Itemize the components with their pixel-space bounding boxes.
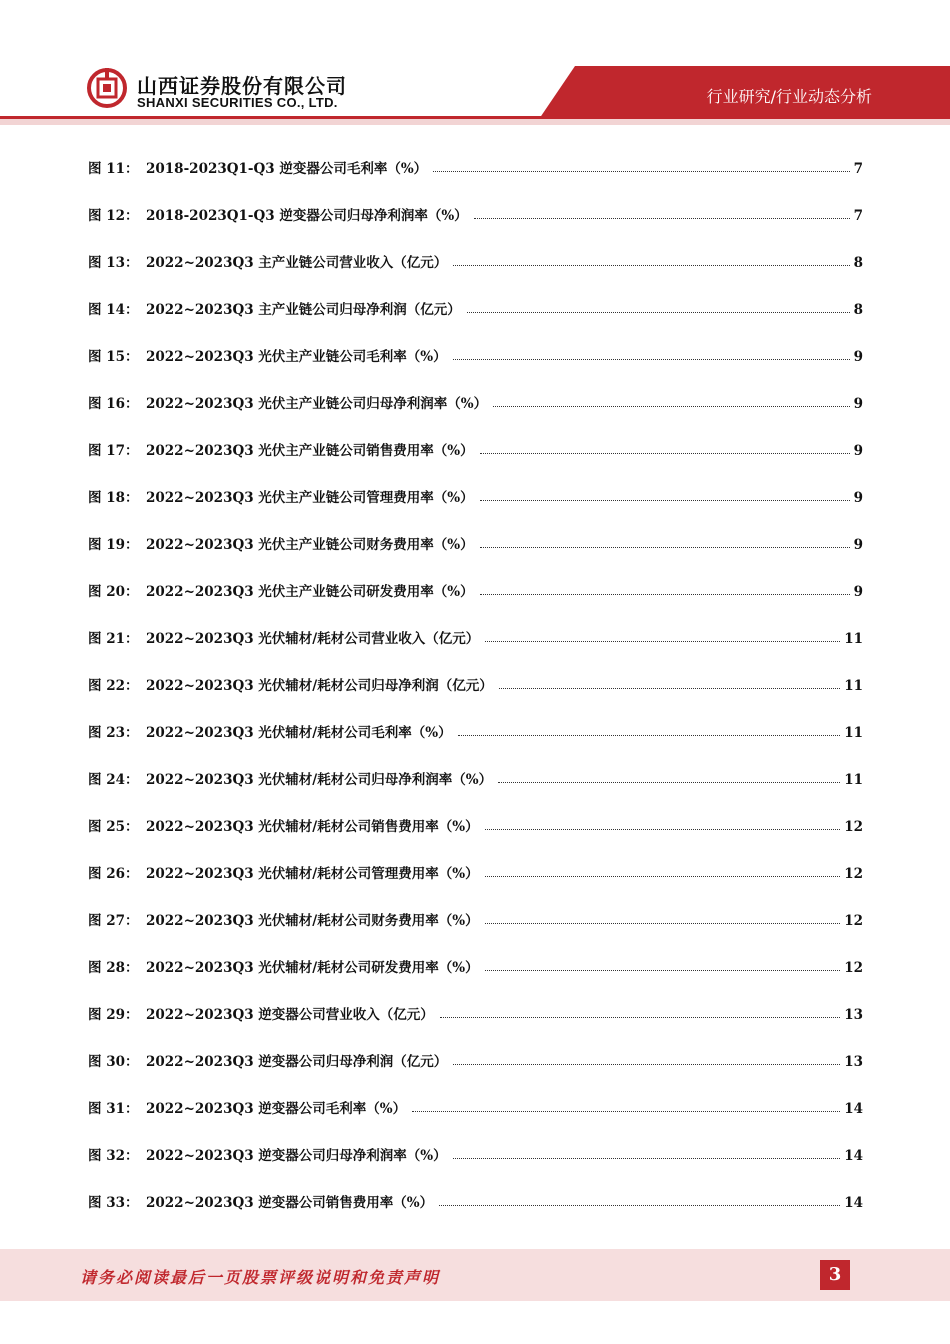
toc-figure-number: 图 24： [88,772,139,788]
toc-figure-title: 2022~2023Q3 光伏主产业链公司归母净利润率（%） [146,396,488,412]
toc-figure-title: 2022~2023Q3 逆变器公司归母净利润率（%） [146,1148,447,1164]
toc-figure-title: 2022~2023Q3 光伏主产业链公司财务费用率（%） [146,537,474,553]
toc-entry[interactable] [88,437,863,459]
toc-leader-dots [440,1016,840,1018]
toc-leader-dots [458,734,841,736]
toc-page-number: 9 [853,584,863,600]
toc-figure-number: 图 13： [88,255,139,271]
toc-page-number: 11 [844,678,863,694]
toc-leader-dots [485,828,841,830]
toc-entry[interactable] [88,860,863,882]
toc-figure-title: 2022~2023Q3 主产业链公司归母净利润（亿元） [146,302,461,318]
toc-figure-number: 图 18： [88,490,139,506]
toc-figure-title: 2022~2023Q3 光伏主产业链公司销售费用率（%） [146,443,474,459]
toc-page-number: 12 [844,960,863,976]
toc-entry[interactable] [88,766,863,788]
toc-entry[interactable] [88,719,863,741]
toc-figure-number: 图 29： [88,1007,139,1023]
toc-figure-title: 2022~2023Q3 光伏主产业链公司管理费用率（%） [146,490,474,506]
toc-page-number: 8 [853,302,863,318]
toc-leader-dots [453,264,849,266]
toc-figure-title: 2018-2023Q1-Q3 逆变器公司归母净利润率（%） [146,208,468,224]
toc-figure-number: 图 33： [88,1195,139,1211]
toc-page-number: 11 [844,725,863,741]
toc-figure-title: 2022~2023Q3 光伏辅材/耗材公司研发费用率（%） [146,960,479,976]
toc-page-number: 13 [844,1054,863,1070]
page-footer [0,1249,950,1301]
toc-entry[interactable] [88,155,863,177]
toc-figure-title: 2022~2023Q3 逆变器公司毛利率（%） [146,1101,407,1117]
toc-entry[interactable] [88,1189,863,1211]
toc-page-number: 7 [853,208,863,224]
disclaimer-notice: 请务必阅读最后一页股票评级说明和免责声明 [80,1268,441,1287]
company-name-en: SHANXI SECURITIES CO., LTD. [137,95,338,110]
toc-figure-number: 图 21： [88,631,139,647]
toc-leader-dots [493,405,849,407]
toc-page-number: 14 [844,1101,863,1117]
shanxi-securities-logo-icon [87,68,127,108]
toc-leader-dots [412,1110,840,1112]
toc-entry[interactable] [88,625,863,647]
toc-leader-dots [499,687,840,689]
toc-figure-number: 图 27： [88,913,139,929]
toc-entry[interactable] [88,907,863,929]
toc-leader-dots [480,546,850,548]
toc-figure-title: 2022~2023Q3 光伏主产业链公司毛利率（%） [146,349,447,365]
toc-entry[interactable] [88,531,863,553]
toc-leader-dots [480,499,850,501]
toc-figure-number: 图 22： [88,678,139,694]
toc-leader-dots [480,593,850,595]
toc-entry[interactable] [88,484,863,506]
toc-leader-dots [498,781,840,783]
toc-entry[interactable] [88,1142,863,1164]
toc-leader-dots [439,1204,840,1206]
toc-entry[interactable] [88,202,863,224]
toc-leader-dots [485,875,841,877]
toc-figure-number: 图 31： [88,1101,139,1117]
toc-page-number: 14 [844,1195,863,1211]
toc-entry[interactable] [88,249,863,271]
toc-figure-title: 2022~2023Q3 光伏辅材/耗材公司归母净利润（亿元） [146,678,493,694]
toc-entry[interactable] [88,954,863,976]
toc-leader-dots [467,311,850,313]
toc-leader-dots [480,452,850,454]
toc-entry[interactable] [88,578,863,600]
toc-entry[interactable] [88,343,863,365]
toc-figure-title: 2022~2023Q3 光伏主产业链公司研发费用率（%） [146,584,474,600]
toc-figure-title: 2022~2023Q3 光伏辅材/耗材公司销售费用率（%） [146,819,479,835]
toc-figure-number: 图 19： [88,537,139,553]
toc-leader-dots [453,1157,841,1159]
toc-page-number: 9 [853,443,863,459]
toc-page-number: 8 [853,255,863,271]
toc-figure-number: 图 32： [88,1148,139,1164]
toc-page-number: 13 [844,1007,863,1023]
toc-figure-number: 图 12： [88,208,139,224]
company-name-cn: 山西证券股份有限公司 [137,74,347,98]
toc-figure-number: 图 25： [88,819,139,835]
toc-figure-title: 2022~2023Q3 光伏辅材/耗材公司归母净利润率（%） [146,772,493,788]
page-header [0,0,950,125]
toc-figure-title: 2022~2023Q3 光伏辅材/耗材公司管理费用率（%） [146,866,479,882]
toc-page-number: 12 [844,913,863,929]
report-category: 行业研究/行业动态分析 [706,87,872,106]
toc-leader-dots [485,640,840,642]
toc-entry[interactable] [88,672,863,694]
toc-entry[interactable] [88,1095,863,1117]
toc-figure-number: 图 15： [88,349,139,365]
toc-figure-title: 2022~2023Q3 光伏辅材/耗材公司毛利率（%） [146,725,452,741]
toc-figure-number: 图 23： [88,725,139,741]
toc-figure-number: 图 26： [88,866,139,882]
toc-page-number: 9 [853,349,863,365]
toc-figure-title: 2022~2023Q3 逆变器公司营业收入（亿元） [146,1007,434,1023]
toc-figure-title: 2022~2023Q3 逆变器公司销售费用率（%） [146,1195,434,1211]
toc-leader-dots [453,1063,840,1065]
page-number: 3 [820,1260,850,1290]
toc-page-number: 11 [844,631,863,647]
toc-figure-number: 图 30： [88,1054,139,1070]
toc-page-number: 9 [853,490,863,506]
toc-entry[interactable] [88,390,863,412]
toc-page-number: 14 [844,1148,863,1164]
toc-leader-dots [433,170,849,172]
toc-figure-title: 2018-2023Q1-Q3 逆变器公司毛利率（%） [146,161,428,177]
toc-figure-title: 2022~2023Q3 光伏辅材/耗材公司营业收入（亿元） [146,631,480,647]
toc-leader-dots [453,358,850,360]
toc-page-number: 9 [853,396,863,412]
toc-entry[interactable] [88,296,863,318]
toc-entry[interactable] [88,1001,863,1023]
toc-figure-number: 图 14： [88,302,139,318]
toc-figure-number: 图 20： [88,584,139,600]
toc-figure-title: 2022~2023Q3 主产业链公司营业收入（亿元） [146,255,448,271]
toc-figure-number: 图 17： [88,443,139,459]
toc-leader-dots [485,969,841,971]
toc-figure-number: 图 28： [88,960,139,976]
toc-figure-number: 图 16： [88,396,139,412]
toc-entry[interactable] [88,1048,863,1070]
toc-figure-number: 图 11： [88,161,139,177]
toc-page-number: 12 [844,819,863,835]
toc-page-number: 11 [844,772,863,788]
toc-leader-dots [485,922,841,924]
toc-figure-title: 2022~2023Q3 逆变器公司归母净利润（亿元） [146,1054,448,1070]
toc-leader-dots [474,217,850,219]
toc-page-number: 7 [853,161,863,177]
toc-page-number: 9 [853,537,863,553]
toc-figure-title: 2022~2023Q3 光伏辅材/耗材公司财务费用率（%） [146,913,479,929]
toc-entry[interactable] [88,813,863,835]
toc-page-number: 12 [844,866,863,882]
